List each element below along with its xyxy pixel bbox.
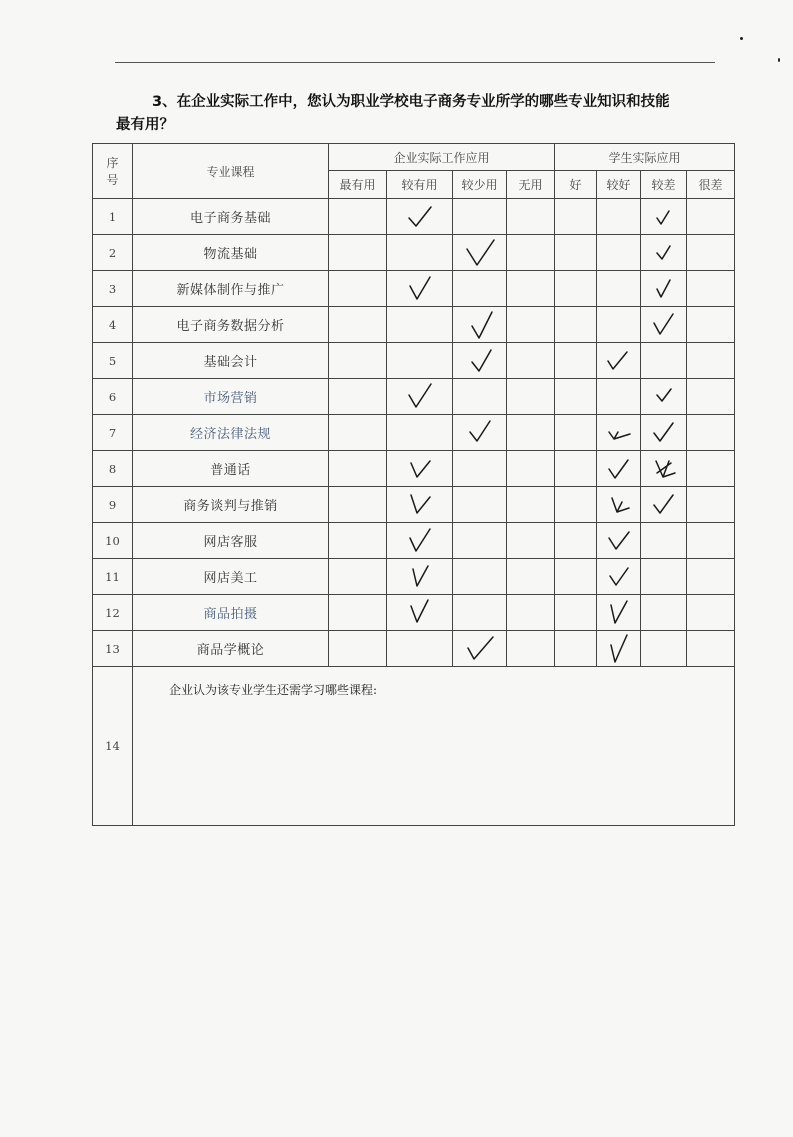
course-name: 电子商务数据分析 (133, 307, 329, 343)
check-mark-icon (460, 419, 500, 447)
check-mark-icon (400, 274, 440, 304)
cell-rarely-used (453, 199, 507, 235)
col-header-rather-useful: 较有用 (387, 171, 453, 199)
cell-very-poor (687, 631, 735, 667)
cell-useless (507, 235, 555, 271)
cell-good (555, 379, 597, 415)
cell-rather-useful (387, 379, 453, 415)
cell-good (555, 595, 597, 631)
check-mark-icon (460, 237, 500, 269)
cross-check-mark-icon (647, 455, 681, 483)
cell-useless (507, 343, 555, 379)
cell-rather-useful (387, 415, 453, 451)
top-rule (115, 62, 715, 63)
cell-useless (507, 451, 555, 487)
row-number: 4 (93, 307, 133, 343)
cell-very-poor (687, 379, 735, 415)
table-row (93, 235, 735, 271)
table-row (93, 451, 735, 487)
check-mark-icon (400, 563, 440, 591)
cell-useless (507, 379, 555, 415)
enterprise-group-header: 企业实际工作应用 (329, 144, 555, 171)
check-mark-icon (603, 348, 635, 374)
cell-rather-good (597, 235, 641, 271)
cell-most-useful (329, 451, 387, 487)
table-row (93, 559, 735, 595)
cell-useless (507, 271, 555, 307)
cell-very-poor (687, 343, 735, 379)
col-header-very-poor: 很差 (687, 171, 735, 199)
check-mark-icon (648, 419, 680, 447)
table-row (93, 379, 735, 415)
row-number: 11 (93, 559, 133, 595)
cell-rather-useful (387, 307, 453, 343)
col-header-useless: 无用 (507, 171, 555, 199)
cross-check-mark-icon (602, 420, 636, 446)
cell-rarely-used (453, 487, 507, 523)
cell-most-useful (329, 631, 387, 667)
cell-useless (507, 307, 555, 343)
cell-rather-useful (387, 451, 453, 487)
row-number: 10 (93, 523, 133, 559)
check-mark-icon (603, 528, 635, 554)
cell-rarely-used (453, 451, 507, 487)
cell-rather-useful (387, 271, 453, 307)
row-number: 1 (93, 199, 133, 235)
table-row (93, 199, 735, 235)
cell-rather-good (597, 199, 641, 235)
check-mark-icon (649, 205, 679, 229)
cell-good (555, 523, 597, 559)
table-row (93, 523, 735, 559)
cell-rather-good (597, 523, 641, 559)
cell-rather-poor (641, 343, 687, 379)
course-name: 基础会计 (133, 343, 329, 379)
check-mark-icon (460, 309, 500, 341)
row-number: 12 (93, 595, 133, 631)
cell-very-poor (687, 523, 735, 559)
suggestion-cell (133, 667, 735, 826)
cell-good (555, 559, 597, 595)
cell-rather-poor (641, 559, 687, 595)
table-row (93, 271, 735, 307)
question-line-2: 最有用？ (116, 117, 174, 133)
cell-rather-good (597, 559, 641, 595)
cell-useless (507, 523, 555, 559)
col-header-most-useful: 最有用 (329, 171, 387, 199)
cell-very-poor (687, 271, 735, 307)
cell-useless (507, 415, 555, 451)
row-number: 8 (93, 451, 133, 487)
row-number: 9 (93, 487, 133, 523)
cell-most-useful (329, 271, 387, 307)
cell-good (555, 235, 597, 271)
cell-very-poor (687, 235, 735, 271)
cell-rather-good (597, 307, 641, 343)
cell-good (555, 631, 597, 667)
cell-rather-good (597, 631, 641, 667)
check-mark-icon (603, 564, 635, 590)
cross-check-mark-icon (602, 492, 636, 518)
row-number: 3 (93, 271, 133, 307)
cell-useless (507, 559, 555, 595)
cell-rather-good (597, 595, 641, 631)
cell-very-poor (687, 199, 735, 235)
cell-rather-poor (641, 235, 687, 271)
cell-rather-poor (641, 451, 687, 487)
course-name: 电子商务基础 (133, 199, 329, 235)
cell-rather-good (597, 487, 641, 523)
cell-most-useful (329, 343, 387, 379)
cell-most-useful (329, 379, 387, 415)
cell-useless (507, 595, 555, 631)
check-mark-icon (603, 633, 635, 665)
check-mark-icon (460, 634, 500, 664)
cell-rather-useful (387, 523, 453, 559)
check-mark-icon (400, 598, 440, 628)
table-row (93, 307, 735, 343)
check-mark-icon (400, 526, 440, 556)
cell-rather-poor (641, 379, 687, 415)
table-row (93, 595, 735, 631)
cell-good (555, 415, 597, 451)
row-number: 6 (93, 379, 133, 415)
cell-useless (507, 631, 555, 667)
row-number: 7 (93, 415, 133, 451)
cell-most-useful (329, 559, 387, 595)
cell-rather-poor (641, 415, 687, 451)
course-name: 网店客服 (133, 523, 329, 559)
check-mark-icon (460, 347, 500, 375)
cell-most-useful (329, 235, 387, 271)
cell-good (555, 307, 597, 343)
col-header-rarely-used: 较少用 (453, 171, 507, 199)
cell-rather-useful (387, 343, 453, 379)
cell-rather-good (597, 343, 641, 379)
course-name: 网店美工 (133, 559, 329, 595)
check-mark-icon (648, 311, 680, 339)
course-name: 市场营销 (133, 379, 329, 415)
check-mark-icon (649, 276, 679, 302)
course-name: 商品学概论 (133, 631, 329, 667)
cell-rather-useful (387, 487, 453, 523)
cell-rather-poor (641, 271, 687, 307)
table-row-suggestion (93, 667, 735, 826)
col-header-good: 好 (555, 171, 597, 199)
cell-good (555, 487, 597, 523)
cell-rather-poor (641, 595, 687, 631)
cell-good (555, 199, 597, 235)
cell-useless (507, 199, 555, 235)
header-row-1 (93, 144, 735, 171)
cell-good (555, 271, 597, 307)
cell-most-useful (329, 595, 387, 631)
row-number: 2 (93, 235, 133, 271)
check-mark-icon (648, 491, 680, 519)
cell-rather-useful (387, 631, 453, 667)
cell-rarely-used (453, 379, 507, 415)
question-line-1: 3、在企业实际工作中，您认为职业学校电子商务专业所学的哪些专业知识和技能 (152, 94, 670, 110)
row-number: 14 (93, 667, 133, 826)
table-row (93, 487, 735, 523)
table-row (93, 343, 735, 379)
cell-most-useful (329, 199, 387, 235)
cell-rather-useful (387, 595, 453, 631)
scan-speck (778, 58, 780, 62)
course-name: 商务谈判与推销 (133, 487, 329, 523)
cell-most-useful (329, 523, 387, 559)
course-name: 普通话 (133, 451, 329, 487)
table-row (93, 631, 735, 667)
check-mark-icon (400, 455, 440, 483)
cell-rarely-used (453, 559, 507, 595)
col-header-rather-good: 较好 (597, 171, 641, 199)
cell-rather-poor (641, 307, 687, 343)
cell-most-useful (329, 487, 387, 523)
check-mark-icon (649, 241, 679, 265)
cell-rather-good (597, 415, 641, 451)
check-mark-icon (649, 385, 679, 409)
check-mark-icon (400, 382, 440, 412)
check-mark-icon (400, 491, 440, 519)
cell-good (555, 451, 597, 487)
cell-very-poor (687, 415, 735, 451)
course-name: 物流基础 (133, 235, 329, 271)
course-header: 专业课程 (133, 144, 329, 199)
suggestion-prompt: 企业认为该专业学生还需学习哪些课程: (169, 683, 378, 697)
question-text (116, 91, 726, 137)
cell-rarely-used (453, 595, 507, 631)
cell-useless (507, 487, 555, 523)
cell-rather-poor (641, 487, 687, 523)
cell-very-poor (687, 487, 735, 523)
seq-header: 序 号 (93, 144, 133, 199)
check-mark-icon (603, 599, 635, 627)
cell-rather-useful (387, 235, 453, 271)
cell-rarely-used (453, 307, 507, 343)
cell-rather-poor (641, 199, 687, 235)
check-mark-icon (400, 203, 440, 231)
cell-rarely-used (453, 523, 507, 559)
cell-rarely-used (453, 235, 507, 271)
row-number: 13 (93, 631, 133, 667)
cell-very-poor (687, 307, 735, 343)
cell-most-useful (329, 415, 387, 451)
cell-rather-useful (387, 199, 453, 235)
cell-rather-good (597, 379, 641, 415)
course-name: 商品拍摄 (133, 595, 329, 631)
survey-table (92, 143, 735, 826)
cell-rather-good (597, 451, 641, 487)
cell-rarely-used (453, 271, 507, 307)
cell-rarely-used (453, 631, 507, 667)
student-group-header: 学生实际应用 (555, 144, 735, 171)
cell-very-poor (687, 559, 735, 595)
cell-rather-good (597, 271, 641, 307)
cell-very-poor (687, 595, 735, 631)
row-number: 5 (93, 343, 133, 379)
cell-rarely-used (453, 415, 507, 451)
cell-very-poor (687, 451, 735, 487)
col-header-rather-poor: 较差 (641, 171, 687, 199)
cell-rather-poor (641, 523, 687, 559)
cell-rather-useful (387, 559, 453, 595)
cell-most-useful (329, 307, 387, 343)
course-name: 新媒体制作与推广 (133, 271, 329, 307)
cell-rather-poor (641, 631, 687, 667)
cell-rarely-used (453, 343, 507, 379)
table-row (93, 415, 735, 451)
cell-good (555, 343, 597, 379)
course-name: 经济法律法规 (133, 415, 329, 451)
scan-speck (740, 37, 743, 40)
check-mark-icon (603, 455, 635, 483)
